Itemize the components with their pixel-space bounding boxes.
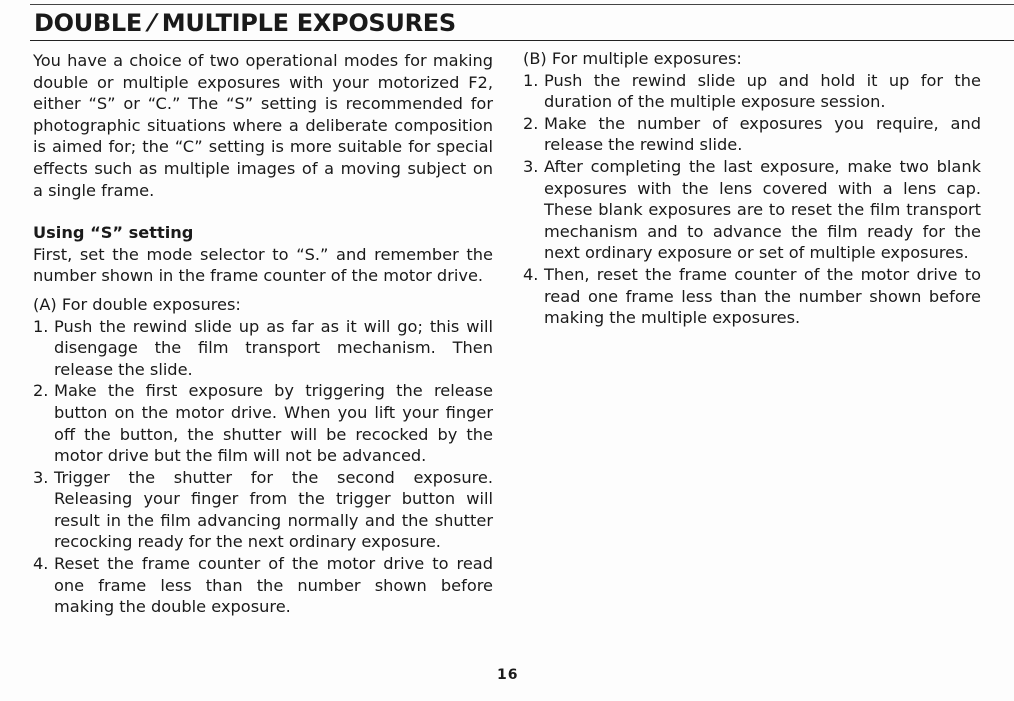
step-text: Then, reset the frame counter of the motor drive to read one frame less than the number shown before making the multiple exposures. [544, 264, 981, 328]
page-title: DOUBLE ⁄ MULTIPLE EXPOSURES [34, 9, 456, 37]
list-item [33, 467, 493, 553]
list-item [33, 553, 493, 618]
list-item [33, 316, 493, 381]
double-exposures-steps [33, 316, 493, 618]
list-item [523, 264, 981, 329]
intro-paragraph: You have a choice of two operational modes for making double or multiple exposures with your motorized F2, either “S” or “C.” The “S” setting is recommended for photographic situations where a deliberate composition is aimed for; the “C” setting is more suitable for special effects such as multiple images of a moving subject on a single frame. [33, 51, 493, 200]
step-text: Reset the frame counter of the motor drive to read one frame less than the number shown before making the double exposure. [54, 554, 493, 617]
title-underline [30, 40, 1014, 41]
left-column [33, 50, 493, 618]
multiple-exposures-heading: (B) For multiple exposures: [523, 49, 742, 68]
step-number: 2. [523, 113, 539, 133]
list-item [523, 70, 981, 113]
step-number: 3. [33, 467, 49, 487]
list-item [33, 380, 493, 466]
step-text: Trigger the shutter for the second exposure. Releasing your finger from the trigger button will result in the film advancing normally and the shutter recocking ready for the next ordinary exposure. [54, 467, 493, 552]
s-setting-text: First, set the mode selector to “S.” and remember the number shown in the frame counter of the motor drive. [33, 244, 493, 286]
step-text: Push the rewind slide up as far as it will go; this will disengage the film transport mechanism. Then release the slide. [54, 316, 493, 379]
list-item [523, 113, 981, 156]
step-text: After completing the last exposure, make two blank exposures with the lens covered with a lens cap. These blank exposures are to reset the film transport mechanism and to advance the film ready for the next ordinary exposure or set of multiple exposures. [544, 156, 981, 263]
step-number: 4. [33, 554, 49, 574]
page-number: 16 [497, 667, 519, 683]
step-number: 1. [523, 70, 539, 90]
step-number: 3. [523, 156, 539, 176]
step-number: 4. [523, 264, 539, 284]
double-exposures-heading: (A) For double exposures: [33, 294, 241, 314]
step-text: Push the rewind slide up and hold it up for the duration of the multiple exposure session. [544, 70, 981, 112]
step-number: 2. [33, 381, 49, 401]
right-column [523, 48, 981, 329]
top-rule [30, 4, 1014, 5]
step-text: Make the first exposure by triggering the release button on the motor drive. When you lift your finger off the button, the shutter will be recocked by the motor drive but the film will not be advanced. [54, 381, 493, 466]
step-text: Make the number of exposures you require, and release the rewind slide. [544, 113, 981, 155]
list-item [523, 156, 981, 264]
step-number: 1. [33, 316, 49, 336]
s-setting-heading: Using “S” setting [33, 223, 194, 243]
multiple-exposures-steps [523, 70, 981, 329]
